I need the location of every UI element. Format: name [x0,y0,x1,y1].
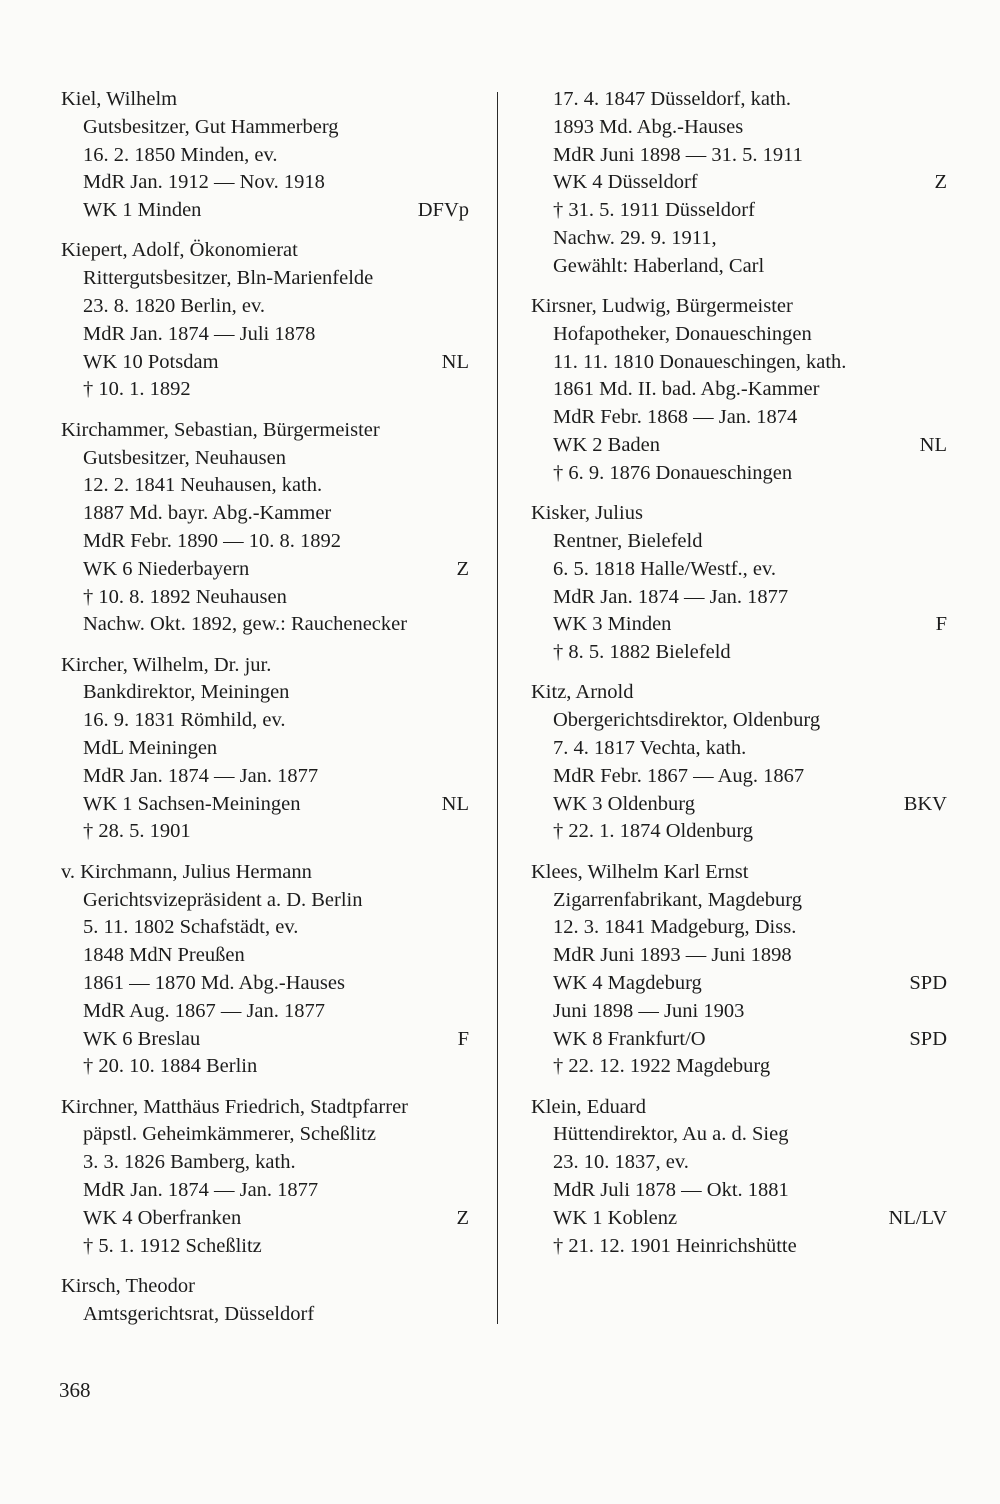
entry-detail-text: † 31. 5. 1911 Düsseldorf [553,199,755,222]
entry-detail-line [531,142,947,170]
entry-detail-line [61,707,469,735]
entry-name [531,500,947,528]
entry-spacer [61,1081,469,1094]
entry-detail-line [61,942,469,970]
entry-detail-line [61,1053,469,1081]
biography-entry [61,859,469,1081]
entry-detail-text: MdR Jan. 1874 — Juli 1878 [83,322,316,345]
entry-detail-text: Rentner, Bielefeld [553,529,703,552]
entry-detail-text: Hüttendirektor, Au a. d. Sieg [553,1123,789,1146]
entry-detail-line [531,735,947,763]
entry-detail-line [61,349,469,377]
entry-name-text: Kitz, Arnold [531,681,634,704]
entry-detail-text: 1893 Md. Abg.-Hauses [553,115,744,138]
entry-detail-text: Gewählt: Haberland, Carl [553,254,765,277]
entry-spacer [531,1081,947,1094]
entry-detail-text: 1887 Md. bayr. Abg.-Kammer [83,502,332,525]
entry-detail-line [531,818,947,846]
entry-detail-line [61,500,469,528]
entry-detail-text: † 5. 1. 1912 Scheßlitz [83,1234,262,1257]
entry-detail-line [61,914,469,942]
entry-name [61,417,469,445]
entry-detail-text: MdR Juni 1893 — Juni 1898 [553,944,792,967]
entry-spacer [61,1260,469,1273]
entry-name-text: v. Kirchmann, Julius Hermann [61,860,312,883]
biography-entry [531,500,947,667]
entry-detail-line [61,1233,469,1261]
entry-detail-text: MdR Jan. 1874 — Jan. 1877 [553,585,789,608]
entry-detail-text: WK 4 Magdeburg [553,971,702,994]
entry-name-text: Kircher, Wilhelm, Dr. jur. [61,653,272,676]
entry-detail-text: WK 1 Sachsen-Meiningen [83,792,301,815]
party-label: NL [441,792,469,815]
entry-detail-line [531,376,947,404]
entry-detail-text: 1861 — 1870 Md. Abg.-Hauses [83,971,345,994]
entry-spacer [61,639,469,652]
right-column [531,86,947,1260]
party-label: BKV [903,792,947,815]
entry-name-text: Kirsch, Theodor [61,1274,195,1297]
party-label: DFVp [417,199,469,222]
entry-detail-line [531,114,947,142]
entry-detail-line [61,998,469,1026]
entry-detail-text: Gutsbesitzer, Neuhausen [83,446,286,469]
entry-detail-line [531,321,947,349]
page-number: 368 [59,1378,91,1402]
entry-detail-line [531,998,947,1026]
entry-detail-text: WK 4 Düsseldorf [553,171,698,194]
entry-detail-text: 23. 8. 1820 Berlin, ev. [83,295,266,318]
entry-detail-text: Juni 1898 — Juni 1903 [553,999,745,1022]
entry-detail-line [531,556,947,584]
entry-detail-text: WK 1 Minden [83,199,202,222]
entry-detail-line [531,1177,947,1205]
entry-detail-line [61,197,469,225]
entry-detail-text: † 22. 12. 1922 Magdeburg [553,1055,771,1078]
column-divider [497,92,498,1324]
party-label: F [935,613,947,636]
entry-detail-text: † 6. 9. 1876 Donaueschingen [553,461,793,484]
entry-detail-text: WK 4 Oberfranken [83,1206,242,1229]
entry-detail-text: MdR Jan. 1912 — Nov. 1918 [83,171,325,194]
entry-detail-text: WK 3 Oldenburg [553,792,695,815]
entry-detail-line [531,791,947,819]
entry-spacer [61,225,469,238]
entry-detail-text: WK 3 Minden [553,613,672,636]
entry-detail-line [531,639,947,667]
entry-detail-text: † 28. 5. 1901 [83,820,191,843]
biography-entry [61,237,469,404]
entry-detail-text: 11. 11. 1810 Donaueschingen, kath. [553,350,847,373]
entry-detail-text: 7. 4. 1817 Vechta, kath. [553,737,747,760]
entry-detail-line [61,791,469,819]
entry-detail-line [61,887,469,915]
entry-detail-line [61,679,469,707]
entry-detail-text: WK 2 Baden [553,434,661,457]
entry-detail-text: Obergerichtsdirektor, Oldenburg [553,709,821,732]
entry-name [61,1273,469,1301]
party-label: NL [919,434,947,457]
entry-detail-line [531,404,947,432]
entry-detail-line [61,142,469,170]
entry-name [531,679,947,707]
entry-detail-line [61,528,469,556]
entry-detail-text: 12. 3. 1841 Madgeburg, Diss. [553,916,797,939]
entry-detail-text: † 10. 1. 1892 [83,378,191,401]
entry-detail-text: † 21. 12. 1901 Heinrichshütte [553,1234,797,1257]
entry-detail-line [531,225,947,253]
entry-spacer [61,404,469,417]
party-label: NL/LV [888,1206,947,1229]
entry-detail-text: 23. 10. 1837, ev. [553,1151,689,1174]
entry-detail-line [531,253,947,281]
entry-name-text: Kisker, Julius [531,502,643,525]
entry-detail-line [61,321,469,349]
party-label: F [457,1027,469,1050]
entry-detail-line [531,349,947,377]
entry-detail-line [61,584,469,612]
entry-name [61,859,469,887]
entry-detail-text: MdR Juni 1898 — 31. 5. 1911 [553,143,803,166]
entry-detail-text: 16. 2. 1850 Minden, ev. [83,143,278,166]
entry-detail-line [531,1149,947,1177]
biography-entry [531,859,947,1081]
entry-spacer [531,488,947,501]
entry-detail-text: 1848 MdN Preußen [83,944,245,967]
entry-spacer [531,281,947,294]
entry-name [531,1094,947,1122]
entry-detail-text: Gutsbesitzer, Gut Hammerberg [83,115,339,138]
entry-detail-line [531,432,947,460]
entry-detail-line [531,169,947,197]
entry-name [531,859,947,887]
entry-name [61,1094,469,1122]
entry-detail-line [61,970,469,998]
biography-entry [61,86,469,225]
entry-detail-text: MdR Jan. 1874 — Jan. 1877 [83,1178,319,1201]
entry-name-text: Klees, Wilhelm Karl Ernst [531,860,749,883]
entry-detail-text: † 20. 10. 1884 Berlin [83,1055,258,1078]
entry-detail-text: 1861 Md. II. bad. Abg.-Kammer [553,378,820,401]
entry-detail-line [531,707,947,735]
entry-detail-line [61,735,469,763]
party-label: Z [934,171,947,194]
entry-detail-line [531,611,947,639]
entry-detail-line [61,1149,469,1177]
entry-detail-text: Nachw. Okt. 1892, gew.: Rauchenecker [83,613,408,636]
entry-detail-text: WK 1 Koblenz [553,1206,678,1229]
entry-name [531,293,947,321]
entry-detail-text: MdR Febr. 1867 — Aug. 1867 [553,764,805,787]
entry-detail-text: 5. 11. 1802 Schafstädt, ev. [83,916,299,939]
entry-detail-line [531,970,947,998]
party-label: NL [441,350,469,373]
entry-detail-line [61,556,469,584]
entry-detail-line [61,1026,469,1054]
entry-detail-line [61,293,469,321]
entry-detail-line [531,1121,947,1149]
entry-detail-line [531,528,947,556]
entry-detail-line [531,763,947,791]
entry-detail-line [531,86,947,114]
entry-detail-text: WK 6 Breslau [83,1027,201,1050]
entry-name-text: Klein, Eduard [531,1095,646,1118]
entry-detail-line [61,1301,469,1329]
biography-entry [61,1094,469,1261]
entry-detail-line [61,265,469,293]
entry-detail-line [61,611,469,639]
entry-detail-text: Rittergutsbesitzer, Bln-Marienfelde [83,267,374,290]
entry-spacer [61,846,469,859]
party-label: SPD [909,971,947,994]
entry-detail-text: † 22. 1. 1874 Oldenburg [553,820,754,843]
party-label: Z [456,557,469,580]
entry-detail-text: MdR Febr. 1890 — 10. 8. 1892 [83,529,341,552]
entry-detail-line [61,818,469,846]
entry-detail-text: 12. 2. 1841 Neuhausen, kath. [83,474,323,497]
entry-detail-line [531,1053,947,1081]
entry-detail-text: 16. 9. 1831 Römhild, ev. [83,709,286,732]
entry-detail-text: Hofapotheker, Donaueschingen [553,322,812,345]
party-label: Z [456,1206,469,1229]
biography-entry [61,652,469,847]
biography-entry [531,293,947,488]
entry-name-text: Kiel, Wilhelm [61,88,178,110]
entry-detail-text: WK 6 Niederbayern [83,557,250,580]
biography-entry [531,1094,947,1261]
entry-detail-text: 17. 4. 1847 Düsseldorf, kath. [553,88,792,110]
entry-detail-text: † 8. 5. 1882 Bielefeld [553,641,731,664]
entry-detail-line [61,445,469,473]
entry-detail-text: MdR Jan. 1874 — Jan. 1877 [83,764,319,787]
entry-detail-line [531,914,947,942]
entry-detail-line [61,1177,469,1205]
party-label: SPD [909,1027,947,1050]
left-column [61,86,469,1328]
entry-detail-text: MdR Febr. 1868 — Jan. 1874 [553,406,798,429]
entry-detail-text: päpstl. Geheimkämmerer, Scheßlitz [83,1123,376,1146]
entry-detail-text: Nachw. 29. 9. 1911, [553,226,717,249]
entry-name [61,237,469,265]
entry-detail-text: WK 10 Potsdam [83,350,219,373]
entry-detail-text: 6. 5. 1818 Halle/Westf., ev. [553,557,777,580]
biography-entry [61,417,469,639]
entry-name-text: Kirchner, Matthäus Friedrich, Stadtpfarrer [61,1095,408,1118]
entry-detail-line [61,1121,469,1149]
entry-detail-line [531,1233,947,1261]
entry-detail-line [61,376,469,404]
entry-detail-line [531,1026,947,1054]
entry-name-text: Kiepert, Adolf, Ökonomierat [61,239,298,262]
entry-detail-text: Gerichtsvizepräsident a. D. Berlin [83,888,363,911]
entry-detail-text: WK 8 Frankfurt/O [553,1027,706,1050]
entry-detail-line [61,114,469,142]
entry-detail-line [61,1205,469,1233]
entry-detail-text: 3. 3. 1826 Bamberg, kath. [83,1151,296,1174]
entry-detail-line [61,763,469,791]
entry-name [61,86,469,114]
entry-detail-text: Amtsgerichtsrat, Düsseldorf [83,1302,315,1325]
entry-detail-line [531,887,947,915]
entry-detail-text: Zigarrenfabrikant, Magdeburg [553,888,802,911]
entry-spacer [531,667,947,680]
entry-detail-line [61,169,469,197]
entry-detail-line [531,1205,947,1233]
biography-entry [531,679,947,846]
entry-detail-line [531,197,947,225]
entry-detail-line [531,584,947,612]
biography-entry [61,1273,469,1329]
entry-name-text: Kirsner, Ludwig, Bürgermeister [531,295,793,318]
entry-name [61,652,469,680]
entry-detail-line [61,472,469,500]
entry-detail-text: MdL Meiningen [83,737,218,760]
entry-detail-text: Bankdirektor, Meiningen [83,681,290,704]
entry-detail-line [531,460,947,488]
entry-detail-text: † 10. 8. 1892 Neuhausen [83,585,287,608]
biography-entry [531,86,947,281]
entry-detail-text: MdR Aug. 1867 — Jan. 1877 [83,999,326,1022]
entry-name-text: Kirchammer, Sebastian, Bürgermeister [61,418,380,441]
entry-detail-line [531,942,947,970]
entry-spacer [531,846,947,859]
entry-detail-text: MdR Juli 1878 — Okt. 1881 [553,1178,789,1201]
